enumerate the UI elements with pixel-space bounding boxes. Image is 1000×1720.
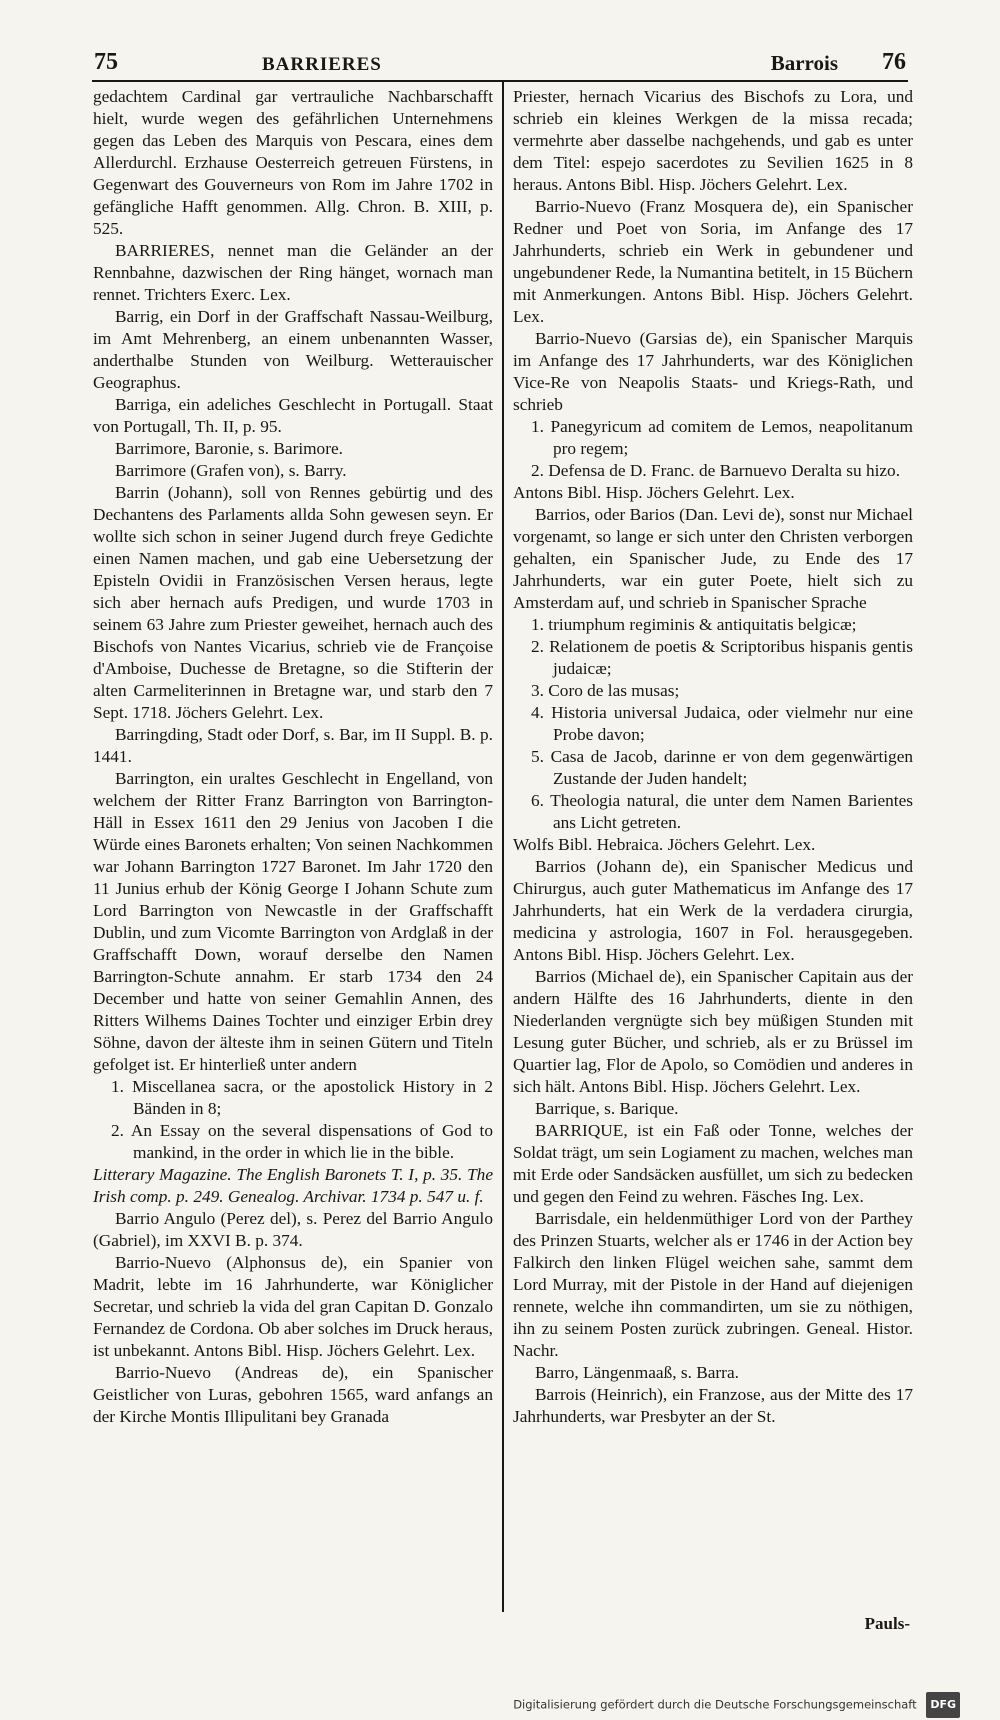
- paragraph: Barrios (Johann de), ein Spanischer Medicus und Chirurgus, auch guter Mathematicus im Anfange des 17 Jahrhunderts, hat ein Werk de la verdadera cirurgia, medicina y astrologia, 1607 in Fol. herausgegeben. Antons Bibl. Hisp. Jöchers Gelehrt. Lex.: [513, 857, 913, 964]
- list-item: 3. Coro de las musas;: [531, 681, 680, 700]
- paragraph: BARRIERES, nennet man die Geländer an der Rennbahne, dazwischen der Ring hänget, wornach man rennet. Trichters Exerc. Lex.: [93, 241, 493, 304]
- paragraph: Barrimore, Baronie, s. Barimore.: [115, 439, 343, 458]
- running-header: [92, 49, 908, 82]
- citation: Wolfs Bibl. Hebraica. Jöchers Gelehrt. Lex.: [513, 835, 816, 854]
- list-item: 5. Casa de Jacob, darinne er von dem gegenwärtigen Zustande der Juden handelt;: [531, 747, 913, 788]
- paragraph: Priester, hernach Vicarius des Bischofs zu Lora, und schrieb ein kleines Werkgen de la missa recada; vermehrte aber dasselbe nachgehends, und gab es unter dem Titel: espejo sacerdotes zu Sevilien 1625 in 8 heraus. Antons Bibl. Hisp. Jöchers Gelehrt. Lex.: [513, 87, 913, 194]
- list-item: 2. Defensa de D. Franc. de Barnuevo Deralta su hizo.: [531, 461, 901, 480]
- list-item: 6. Theologia natural, die unter dem Namen Barientes ans Licht getreten.: [531, 791, 913, 832]
- page-number-right: 76: [882, 49, 906, 75]
- list-item: 4. Historia universal Judaica, oder vielmehr nur eine Probe davon;: [531, 703, 913, 744]
- paragraph: Barriga, ein adeliches Geschlecht in Portugall. Staat von Portugall, Th. II, p. 95.: [93, 395, 493, 436]
- header-title-right: Barrois: [770, 51, 838, 75]
- paragraph: BARRIQUE, ist ein Faß oder Tonne, welches der Soldat trägt, um sein Logiament zu machen, welches man mit Erde oder Sandsäcken ausfüllet, um sich zu bedecken und gegen den Feind zu wehren. Fäsches Ing. Lex.: [513, 1121, 913, 1206]
- paragraph: Barrio-Nuevo (Alphonsus de), ein Spanier von Madrit, lebte im 16 Jahrhunderte, war Königlicher Secretar, und schrieb la vida del gran Capitan D. Gonzalo Fernandez de Cordona. Ob aber solches im Druck heraus, ist unbekannt. Antons Bibl. Hisp. Jöchers Gelehrt. Lex.: [93, 1253, 493, 1360]
- list-item: 1. Panegyricum ad comitem de Lemos, neapolitanum pro regem;: [531, 417, 913, 458]
- paragraph: Barrios, oder Barios (Dan. Levi de), sonst nur Michael vorgenamt, so lange er sich unter den Christen verborgen gehalten, ein Spanischer Jude, zu Ende des 17 Jahrhunderts, war ein guter Poete, hielt sich zu Amsterdam auf, und schrieb in Spanischer Sprache: [513, 505, 913, 612]
- list-item: 2. Relationem de poetis & Scriptoribus hispanis gentis judaicæ;: [531, 637, 913, 678]
- paragraph: Barrimore (Grafen von), s. Barry.: [115, 461, 347, 480]
- paragraph: Barrois (Heinrich), ein Franzose, aus der Mitte des 17 Jahrhunderts, war Presbyter an der St.: [513, 1385, 913, 1426]
- header-title-left: BARRIERES: [262, 54, 382, 75]
- paragraph: Barrique, s. Barique.: [535, 1099, 679, 1118]
- digitization-footer: [0, 1692, 1000, 1716]
- catchword: Pauls-: [864, 1614, 910, 1633]
- citation: Litterary Magazine. The English Baronets T. I, p. 35. The Irish comp. p. 249. Genealog. Archivar. 1734 p. 547 u. f.: [93, 1165, 493, 1206]
- paragraph: Barro, Längenmaaß, s. Barra.: [535, 1363, 739, 1382]
- column-divider: [502, 82, 504, 1612]
- paragraph: Barrio-Nuevo (Franz Mosquera de), ein Spanischer Redner und Poet von Soria, im Anfange des 17 Jahrhunderts, schrieb ein Werk in gebundener und ungebundener Rede, la Numantina betitelt, in 15 Büchern mit Anmerkungen. Antons Bibl. Hisp. Jöchers Gelehrt. Lex.: [513, 197, 913, 326]
- footer-text: Digitalisierung gefördert durch die Deutsche Forschungsgemeinschaft: [513, 1697, 917, 1712]
- citation: Antons Bibl. Hisp. Jöchers Gelehrt. Lex.: [513, 483, 795, 502]
- paragraph: Barringding, Stadt oder Dorf, s. Bar, im II Suppl. B. p. 1441.: [93, 725, 493, 766]
- list-item: 1. Miscellanea sacra, or the apostolick History in 2 Bänden in 8;: [111, 1077, 493, 1118]
- dfg-logo: DFG: [926, 1692, 960, 1718]
- list-item: 1. triumphum regiminis & antiquitatis belgicæ;: [531, 615, 857, 634]
- paragraph: gedachtem Cardinal gar vertrauliche Nachbarschafft hielt, wurde wegen des gefährlichen Unternehmens gegen das Leben des Marquis von Pescara, eines dem Allerdurchl. Erzhause Oesterreich getreuen Fürstens, in Gegenwart des Gouverneurs von Rom im Jahre 1702 in gefängliche Hafft genommen. Allg. Chron. B. XIII, p. 525.: [93, 87, 493, 238]
- right-column: [513, 86, 913, 1428]
- paragraph: Barrisdale, ein heldenmüthiger Lord von der Parthey des Prinzen Stuarts, welcher als er 1746 in der Action bey Falkirch den linken Flügel weichen sahe, sammt dem Lord Murray, mit der Pistole in der Hand auf diejenigen rennete, welche ihn commandirten, um sie zu nöthigen, ihn zu seinem Posten zurück zubringen. Geneal. Histor. Nachr.: [513, 1209, 913, 1360]
- list-item: 2. An Essay on the several dispensations of God to mankind, in the order in which lie in the bible.: [111, 1121, 493, 1162]
- paragraph: Barrio-Nuevo (Garsias de), ein Spanischer Marquis im Anfange des 17 Jahrhunderts, war des Königlichen Vice-Re von Neapolis Staats- und Kriegs-Rath, und schrieb: [513, 329, 913, 414]
- paragraph: Barrio-Nuevo (Andreas de), ein Spanischer Geistlicher von Luras, gebohren 1565, ward anfangs an der Kirche Montis Illipulitani bey Granada: [93, 1363, 493, 1426]
- paragraph: Barrington, ein uraltes Geschlecht in Engelland, von welchem der Ritter Franz Barrington von Barrington-Häll in Essex 1611 den 29 Jenius von Jacoben I die Würde eines Baronets erhalten; Von seinen Nachkommen war Johann Barrington 1727 Baronet. Im Jahr 1720 den 11 Junius erhub der König George I Johann Schute zum Lord Barrington von Newcastle in der Graffschafft Dublin, und zum Vicomte Barrington von Ardglaß in der Graffschafft Down, worauf derselbe den Namen Barrington-Schute annahm. Er starb 1734 den 24 December und hatte von seiner Gemahlin Annen, des Ritters Wilhems Daines Tochter und einziger Erbin drey Söhne, davon der älteste ihm in seinen Gütern und Titeln gefolget ist. Er hinterließ unter andern: [93, 769, 493, 1074]
- paragraph: Barrios (Michael de), ein Spanischer Capitain aus der andern Hälfte des 16 Jahrhunderts, diente in den Niederlanden vergnügte sich bey müßigen Stunden mit Lesung guter Bücher, und schrieb, als er zu Brüssel im Quartier lag, Flor de Apolo, so Comödien und anderes in sich hält. Antons Bibl. Hisp. Jöchers Gelehrt. Lex.: [513, 967, 913, 1096]
- left-column: [93, 86, 493, 1428]
- page-number-left: 75: [94, 49, 118, 75]
- paragraph: Barrin (Johann), soll von Rennes gebürtig und des Dechantens des Parlaments allda Sohn gewesen seyn. Er wollte sich schon in seiner Jugend durch freye Gedichte einen Namen machen, und gab eine Uebersetzung der Episteln Ovidii in Französischen Versen heraus, legte sich aber hernach aufs Predigen, und wurde 1703 in seinem 63 Jahre zum Priester geweihet, hernach auch des Bischofs von Nantes Vicarius, schrieb vie de Françoise d'Amboise, Duchesse de Bretagne, so die Stifterin der alten Carmeliterinnen in Bretagne war, und starb den 7 Sept. 1718. Jöchers Gelehrt. Lex.: [93, 483, 493, 722]
- paragraph: Barrig, ein Dorf in der Graffschaft Nassau-Weilburg, im Amt Mehrenberg, an einem unbenannten Wasser, anderthalbe Stunden von Weilburg. Wetterauischer Geographus.: [93, 307, 493, 392]
- paragraph: Barrio Angulo (Perez del), s. Perez del Barrio Angulo (Gabriel), im XXVI B. p. 374.: [93, 1209, 493, 1250]
